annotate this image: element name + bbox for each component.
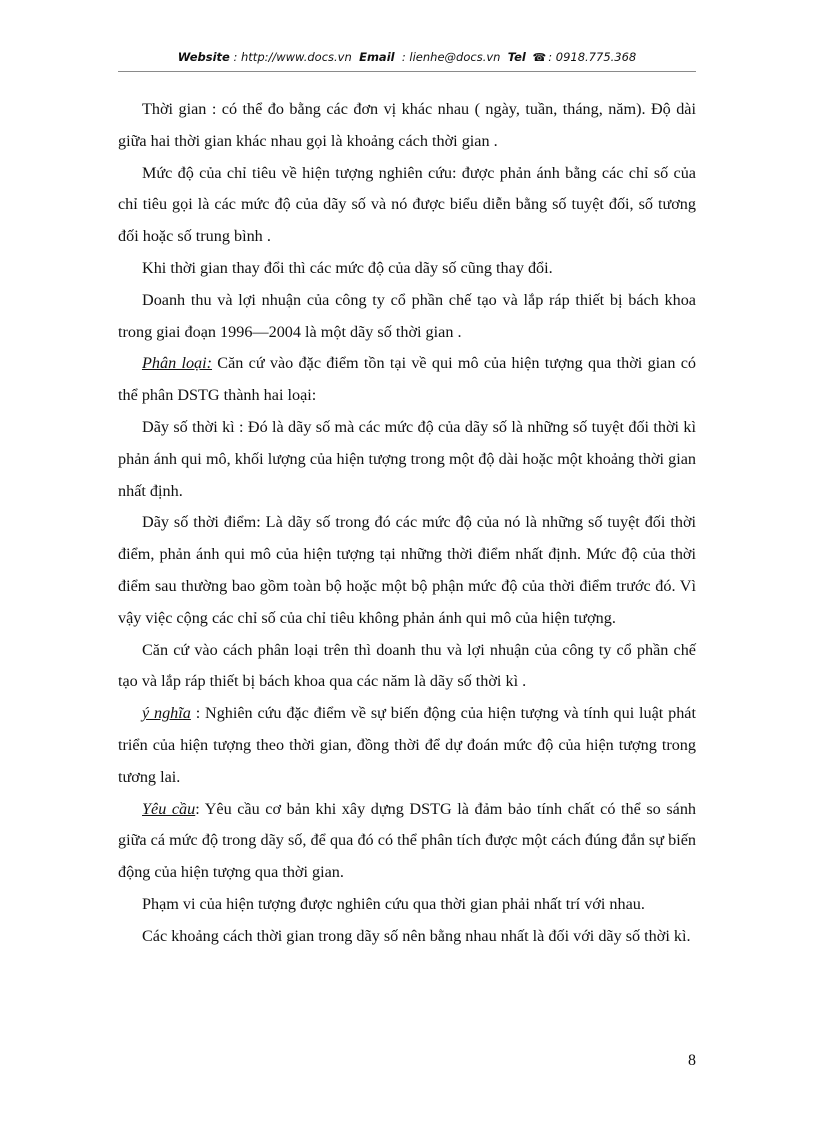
paragraph-meaning [118,698,696,793]
classification-label: Phân loại: [142,354,213,373]
website-label: Website [177,50,230,64]
paragraph: Mức độ của chỉ tiêu về hiện tượng nghiên cứu: được phản ánh bằng các chỉ số của chỉ tiêu gọi là các mức độ của dãy số và nó được biểu diễn bằng số tuyệt đối, số tương đối hoặc số trung bình . [118,163,696,246]
header-divider [118,71,696,72]
requirement-text: : Yêu cầu cơ bản khi xây dựng DSTG là đảm bảo tính chất có thể so sánh giữa cá mức độ trong dãy số, để qua đó có thể phân tích được một cách đúng đắn sự biến động của hiện tượng qua thời gian. [118,799,697,882]
paragraph: Doanh thu và lợi nhuận của công ty cổ phần chế tạo và lắp ráp thiết bị bách khoa trong giai đoạn 1996—2004 là một dãy số thời gian . [118,290,696,341]
paragraph: Căn cứ vào cách phân loại trên thì doanh thu và lợi nhuận của công ty cổ phần chế tạo và lắp ráp thiết bị bách khoa qua các năm là dãy số thời kì . [118,640,696,691]
paragraph: Thời gian : có thể đo bằng các đơn vị khác nhau ( ngày, tuần, tháng, năm). Độ dài giữa hai thời gian khác nhau gọi là khoảng cách thời gian . [118,100,696,150]
paragraph-classification [118,348,696,412]
paragraph: Khi thời gian thay đổi thì các mức độ của dãy số cũng thay đổi. [142,258,553,277]
email-label: Email [359,50,395,64]
page-number: 8 [688,1052,696,1069]
email-value: : lienhe@docs.vn [401,50,501,64]
paragraph: Phạm vi của hiện tượng được nghiên cứu qua thời gian phải nhất trí với nhau. [142,894,645,913]
page-header [118,50,696,64]
paragraph: Các khoảng cách thời gian trong dãy số nên bằng nhau nhất là đối với dãy số thời kì. [142,926,691,945]
paragraph: Dãy số thời kì : Đó là dãy số mà các mức độ của dãy số là những số tuyệt đối thời kì phản ánh qui mô, khối lượng của hiện tượng trong một độ dài hoặc một khoảng thời gian nhất định. [118,417,696,500]
meaning-label: ý nghĩa [142,704,191,723]
tel-label: Tel [507,50,526,64]
tel-value: : 0918.775.368 [548,50,637,64]
paragraph: Dãy số thời điểm: Là dãy số trong đó các mức độ của nó là những số tuyệt đối thời điểm, phản ánh qui mô của hiện tượng tại những thời điểm nhất định. Mức độ của thời điểm sau thường bao gồm toàn bộ hoặc một bộ phận mức độ của thời điểm trước đó. Vì vậy việc cộng các chỉ số của chỉ tiêu không phản ánh qui mô của hiện tượng. [118,513,696,627]
phone-icon: ☎ [532,51,547,64]
website-value: : http://www.docs.vn [233,50,352,64]
meaning-text: : Nghiên cứu đặc điểm về sự biến động của hiện tượng và tính qui luật phát triển của hiện tượng theo thời gian, đồng thời để dự đoán mức độ của hiện tượng trong tương lai. [118,704,696,786]
paragraph-requirement [118,794,696,889]
classification-text: Căn cứ vào đặc điểm tồn tại về qui mô của hiện tượng qua thời gian có thể phân DSTG thành hai loại: [118,354,696,405]
requirement-label: Yêu cầu [142,799,196,818]
document-body [118,94,696,953]
